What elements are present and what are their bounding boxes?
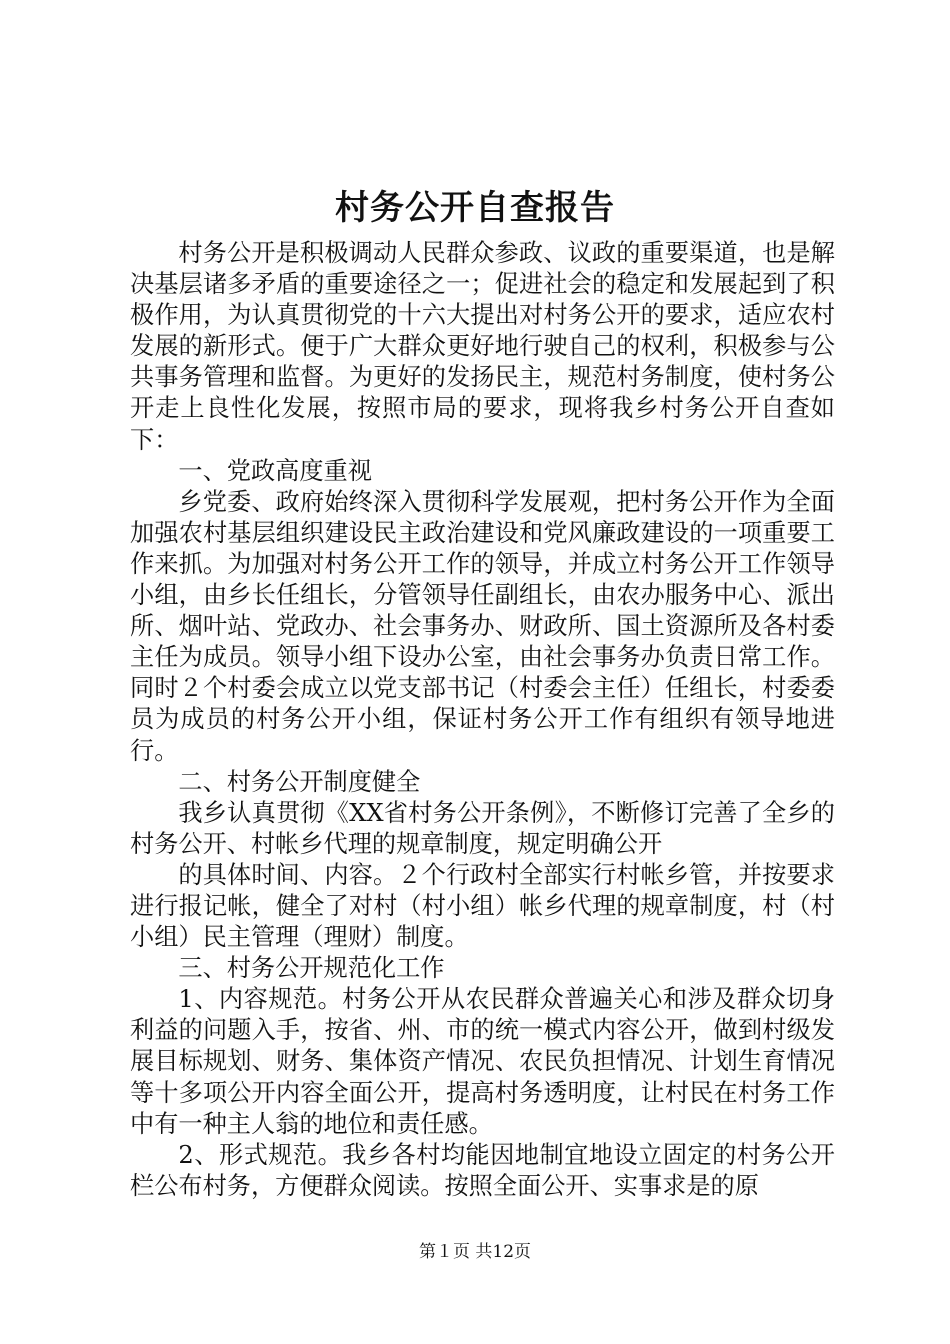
- paragraph-section-2a: 我乡认真贯彻《XX省村务公开条例》，不断修订完善了全乡的村务公开、村帐乡代理的规章制度，规定明确公开: [130, 798, 835, 858]
- document-title: 村务公开自查报告: [335, 188, 615, 228]
- section-heading-3: 三、村务公开规范化工作: [178, 954, 445, 983]
- document-body: [130, 238, 835, 1202]
- section-heading-2: 二、村务公开制度健全: [178, 767, 421, 796]
- paragraph-section-2b: 的具体时间、内容。２个行政村全部实行村帐乡管，并按要求进行报记帐，健全了对村（村小组）帐乡代理的规章制度，村（村小组）民主管理（理财）制度。: [130, 860, 835, 952]
- paragraph-intro: 村务公开是积极调动人民群众参政、议政的重要渠道，也是解决基层诸多矛盾的重要途径之一；促进社会的稳定和发展起到了积极作用，为认真贯彻党的十六大提出对村务公开的要求，适应农村发展的新形式。便于广大群众更好地行驶自己的权利，积极参与公共事务管理和监督。为更好的发扬民主，规范村务制度，使村务公开走上良性化发展，按照市局的要求，现将我乡村务公开自查如下：: [130, 239, 835, 454]
- paragraph-content-norms: 1、内容规范。村务公开从农民群众普遍关心和涉及群众切身利益的问题入手，按省、州、市的统一模式内容公开，做到村级发展目标规划、财务、集体资产情况、农民负担情况、计划生育情况等十多项公开内容全面公开，提高村务透明度，让村民在村务工作中有一种主人翁的地位和责任感。: [130, 985, 835, 1138]
- paragraph-section-1: 乡党委、政府始终深入贯彻科学发展观，把村务公开作为全面加强农村基层组织建设民主政治建设和党风廉政建设的一项重要工作来抓。为加强对村务公开工作的领导，并成立村务公开工作领导小组，由乡长任组长，分管领导任副组长，由农办服务中心、派出所、烟叶站、党政办、社会事务办、财政所、国土资源所及各村委主任为成员。领导小组下设办公室，由社会事务办负责日常工作。同时２个村委会成立以党支部书记（村委会主任）任组长，村委委员为成员的村务公开小组，保证村务公开工作有组织有领导地进行。: [130, 487, 835, 765]
- paragraph-form-norms: 2、形式规范。我乡各村均能因地制宜地设立固定的村务公开栏公布村务，方便群众阅读。按照全面公开、实事求是的原: [130, 1140, 835, 1200]
- section-heading-1: 一、党政高度重视: [178, 456, 372, 485]
- page-number-footer: 第１页 共12页: [418, 1242, 532, 1262]
